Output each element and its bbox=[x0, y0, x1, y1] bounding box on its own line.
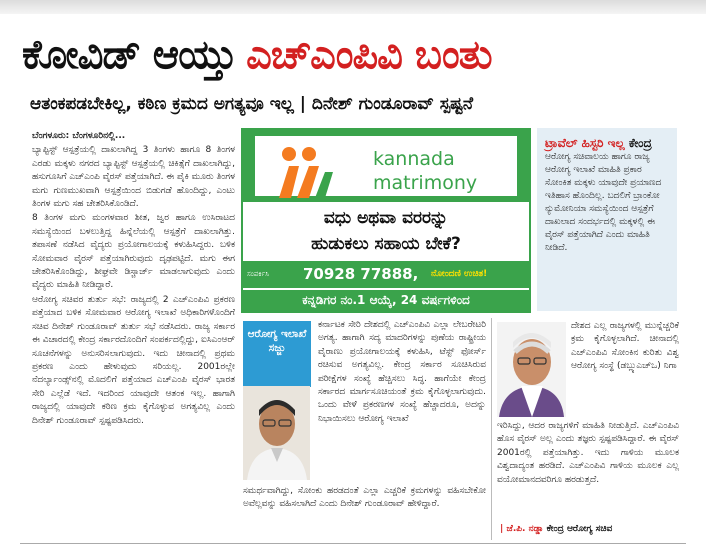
attribution-name: | ಜೆ.ಪಿ. ನಡ್ಡಾ bbox=[500, 524, 544, 534]
ad-contact-label: ಸಂಪರ್ಕಿಸಿ bbox=[247, 270, 269, 278]
top-border-strip bbox=[0, 0, 706, 14]
article-column-1 bbox=[32, 130, 235, 540]
headline-black-part: ಕೋವಿಡ್ ಆಯ್ತು bbox=[22, 32, 237, 78]
matrimony-advertisement[interactable] bbox=[241, 128, 531, 313]
travel-history-sidebar bbox=[537, 128, 677, 311]
article-column-2-tail: ಸಮರ್ಥವಾಗಿದ್ದು, ಸೋಂಕು ಹರಡದಂತೆ ಎಲ್ಲಾ ಎಚ್ಚರಿಕೆ ಕ್ರಮಗಳನ್ನು ವಹಿಸಬೇಕೋ ಅವೆಲ್ಲವನ್ನು ವಹಿಸಲಾಗಿದೆ ಎಂದು ದಿನೇಶ್ ಗುಂಡೂರಾವ್ ಹೇಳಿದ್ದಾರೆ. bbox=[243, 486, 486, 510]
ad-question-line-1: ವಧು ಅಥವಾ ವರರನ್ನು bbox=[323, 208, 449, 228]
ad-logo-band bbox=[243, 130, 529, 202]
quote-attribution bbox=[500, 524, 680, 540]
bottom-border bbox=[20, 543, 686, 544]
sidebar-body: ಆರೋಗ್ಯ ಸಚಿವಾಲಯ ಹಾಗೂ ರಾಜ್ಯ ಆರೋಗ್ಯ ಇಲಾಖೆ ಮಾಹಿತಿ ಪ್ರಕಾರ ಸೋಂಕಿತ ಮಕ್ಕಳು ಯಾವುದೇ ಪ್ರಯಾಣದ ಇತಿಹಾಸ ಹೊಂದಿಲ್ಲ. ಬದಲಿಗೆ ಬ್ರಾಂಕೋ ನ್ಯುಮೋನಿಯಾ ಸಮಸ್ಯೆಯಿಂದ ಆಸ್ಪತ್ರೆಗೆ ದಾಖಲಾದ ಸಂದರ್ಭದಲ್ಲಿ ಮಕ್ಕಳಲ್ಲಿ ಈ ವೈರಸ್ ಪತ್ತೆಯಾಗಿದೆ ಎಂದು ಮಾಹಿತಿ ನೀಡಿದೆ. bbox=[545, 152, 662, 253]
ad-contact-band bbox=[243, 261, 529, 288]
sidebar-title bbox=[545, 136, 669, 151]
sidebar-title-red: ಟ್ರಾವೆಲ್ ಹಿಸ್ಟರಿ ಇಲ್ಲ bbox=[545, 136, 625, 150]
headline bbox=[22, 32, 692, 88]
health-department-box: ಆರೋಗ್ಯ ಇಲಾಖೆ ಸಜ್ಜು bbox=[243, 321, 311, 387]
article-column-3-bottom: ಇರಿಸಿದ್ದು, ಆದರ ರಾಜ್ಯಗಳಿಗೆ ಮಾಹಿತಿ ನೀಡುತ್ತಿದೆ. ಎಚ್‌ಎಂಪಿವಿ ಹೊಸ ವೈರಸ್ ಅಲ್ಲ ಎಂದು ತಜ್ಞರು ಸ್ಪಷ್ಟಪಡಿಸಿದ್ದಾರೆ. ಈ ವೈರಸ್ 2001ರಲ್ಲಿ ಪತ್ತೆಯಾಗಿತ್ತು. ಇದು ಗಾಳಿಯ ಮೂಲಕ ವಿಶ್ವದಾದ್ಯಂತ ಹರಡಿದೆ. ಎಚ್‌ಎಂಪಿವಿ ಗಾಳಿಯ ಮೂಲಕ ಎಲ್ಲ ವಯೋಮಾನದವರಿಗೂ ಹರಡುತ್ತದೆ. bbox=[497, 421, 679, 485]
ad-brand-line-2: matrimony bbox=[373, 172, 478, 194]
article-paragraph-1: ಬ್ಯಾಪ್ಟಿಸ್ಟ್ ಆಸ್ಪತ್ರೆಯಲ್ಲಿ ದಾಖಲಾಗಿದ್ದ 3 ತಿಂಗಳು ಹಾಗೂ 8 ತಿಂಗಳ ಎರಡು ಮಕ್ಕಳು ನಗರದ ಬ್ಯಾಪ್ಟಿಸ್ಟ್ ಆಸ್ಪತ್ರೆಯಲ್ಲಿ ಚಿಕಿತ್ಸೆಗೆ ದಾಖಲಾಗಿದ್ದು, ಹಸುಗೂಸಿಗೆ ಎಚ್‌ಎಂಪಿ ವೈರಸ್ ಪತ್ತೆಯಾಗಿದೆ. ಈ ಪೈಕಿ ಮೂರು ತಿಂಗಳ ಮಗು ಗುಣಮುಖವಾಗಿ ಆಸ್ಪತ್ರೆಯಿಂದ ಬಿಡುಗಡೆ ಹೊಂದಿದ್ದು, ಎಂಟು ತಿಂಗಳ ಮಗು ಸಹ ಚೇತರಿಸಿಕೊಂಡಿದೆ. bbox=[32, 145, 235, 210]
column-divider bbox=[491, 318, 492, 540]
ad-question-line-2: ಹುಡುಕಲು ಸಹಾಯ ಬೇಕೆ? bbox=[311, 234, 461, 254]
ad-brand-line-1: kannada bbox=[373, 148, 455, 170]
article-lead: ಬೆಂಗಳೂರು: ಬೆಂಗಳೂರಿನಲ್ಲಿ... bbox=[32, 131, 126, 141]
nadda-photo bbox=[497, 322, 566, 417]
ad-logo-panel bbox=[255, 136, 517, 196]
article-column-3-top: ದೇಶದ ಎಲ್ಲ ರಾಜ್ಯಗಳಲ್ಲಿ ಮುನ್ನೆಚ್ಚರಿಕೆ ಕ್ರಮ ಕೈಗೊಳ್ಳಲಾಗಿದೆ. ಚೀನಾದಲ್ಲಿ ಎಚ್‌ಎಂಪಿವಿ ಸೋಂಕಿನ ಕುರಿತು ವಿಶ್ವ ಆರೋಗ್ಯ ಸಂಸ್ಥೆ (ಡಬ್ಲ್ಯುಎಚ್‌ಒ) ನಿಗಾ bbox=[571, 321, 679, 372]
ad-phone-number[interactable]: 70928 77888, bbox=[303, 265, 419, 283]
ad-free-registration[interactable]: ನೋಂದಣಿ ಉಚಿತ! bbox=[431, 269, 488, 279]
ad-footer-tagline: ಕನ್ನಡಿಗರ ನಂ.1 ಆಯ್ಕೆ, 24 ವರ್ಷಗಳಿಂದ bbox=[243, 290, 529, 311]
couple-logo-icon bbox=[275, 144, 341, 200]
article-paragraph-3: ಆರೋಗ್ಯ ಸಚಿವರ ತುರ್ತು ಸಭೆ: ರಾಜ್ಯದಲ್ಲಿ 2 ಎಚ್‌ಎಂಪಿವಿ ಪ್ರಕರಣ ಪತ್ತೆಯಾದ ಬಳಿಕ ಸೋಮವಾರ ಆರೋಗ್ಯ ಇಲಾಖೆ ಅಧಿಕಾರಿಗಳೊಂದಿಗೆ ಸಚಿವ ದಿನೇಶ್ ಗುಂಡೂರಾವ್ ತುರ್ತು ಸಭೆ ನಡೆಸಿದರು. ರಾಜ್ಯ ಸರ್ಕಾರ ಈ ವಿಚಾರದಲ್ಲಿ ಕೇಂದ್ರ ಸರ್ಕಾರದೊಂದಿಗೆ ಸಂಪರ್ಕದಲ್ಲಿದ್ದು, ಐಸಿಎಂಆರ್ ಸೂಚನೆಗಳನ್ನು ಅನುಸರಿಸಲಾಗುವುದು. ಇದು ಚೀನಾದಲ್ಲಿ ಪ್ರಥಮ ಪ್ರಕರಣ ಎಂದು ಹೇಳುವುದು ಸರಿಯಲ್ಲ. 2001ರಲ್ಲೇ ನೆದರ್ಲ್ಯಾಂಡ್ಸ್‌ನಲ್ಲಿ ಮೊದಲಿಗೆ ಪತ್ತೆಯಾದ ಎಚ್‌ಎಂಪಿ ವೈರಸ್ ಭಾರತ ಸೇರಿ ಎಲ್ಲೆಡೆ ಇದೆ. ಇದರಿಂದ ಯಾವುದೇ ಆತಂಕ ಇಲ್ಲ. ಹಾಗಾಗಿ ರಾಜ್ಯದಲ್ಲಿ ಯಾವುದೇ ಕಠಿಣ ಕ್ರಮ ಕೈಗೊಳ್ಳುವ ಅಗತ್ಯವಿಲ್ಲ ಎಂದು ದಿನೇಶ್ ಗುಂಡೂರಾವ್ ಸ್ಪಷ್ಟಪಡಿಸಿದರು. bbox=[32, 294, 235, 426]
minister-portrait-icon bbox=[243, 386, 310, 480]
nadda-portrait-icon bbox=[497, 322, 566, 417]
minister-photo bbox=[243, 386, 310, 480]
attribution-role: ಕೇಂದ್ರ ಆರೋಗ್ಯ ಸಚಿವ bbox=[546, 524, 613, 534]
article-paragraph-2: 8 ತಿಂಗಳ ಮಗು ಮಂಗಳವಾರ ಶೀತ, ಜ್ವರ ಹಾಗೂ ಉಸಿರಾಟದ ಸಮಸ್ಯೆಯಿಂದ ಬಳಲುತ್ತಿದ್ದ ಹಿನ್ನೆಲೆಯಲ್ಲಿ ಆಸ್ಪತ್ರೆಗೆ ದಾಖಲಾಗಿತ್ತು. ತಪಾಸಣೆ ನಡೆಸಿದ ವೈದ್ಯರು ಪ್ರಯೋಗಾಲಯಕ್ಕೆ ಕಳುಹಿಸಿದ್ದರು. ಬಳಿಕ ಸೋಮವಾರ ವೈರಸ್ ಪತ್ತೆಯಾಗಿರುವುದು ದೃಢಪಟ್ಟಿದೆ. ಮಗು ಈಗ ಚೇತರಿಸಿಕೊಂಡಿದ್ದು, ಶೀಘ್ರವೇ ಡಿಸ್ಚಾರ್ಜ್ ಮಾಡಲಾಗುವುದು ಎಂದು ವೈದ್ಯರು ಮಾಹಿತಿ ನೀಡಿದ್ದಾರೆ. bbox=[32, 213, 235, 291]
sidebar-title-rest: ಕೇಂದ್ರ bbox=[628, 136, 652, 150]
subheadline: ಆತಂಕಪಡಬೇಕಿಲ್ಲ, ಕಠಿಣ ಕ್ರಮದ ಅಗತ್ಯವೂ ಇಲ್ಲ | ದಿನೇಶ್ ಗುಂಡೂರಾವ್ ಸ್ಪಷ್ಟನೆ bbox=[30, 94, 474, 114]
article-column-2: ಕರ್ನಾಟಕ ಸೇರಿ ದೇಶದಲ್ಲಿ ಎಚ್‌ಎಂಪಿವಿ ಎಲ್ಲಾ ಲೇಬರೇಟರಿ ಅಗತ್ಯ. ಹಾಗಾಗಿ ಸದ್ಯ ಮಾದರಿಗಳನ್ನು ಪುಣೆಯ ರಾಷ್ಟ್ರೀಯ ವೈರಾಣು ಪ್ರಯೋಗಾಲಯಕ್ಕೆ ಕಳುಹಿಸಿ, ಟೆಸ್ಟ್ ಫೋರ್ಸ್ ರಚಿಸುವ ಅಗತ್ಯವಿಲ್ಲ. ಕೇಂದ್ರ ಸರ್ಕಾರ ಸೂಚಿಸಿರುವ ಪರೀಕ್ಷೆಗಳ ಸಂಖ್ಯೆ ಹೆಚ್ಚಿಸಲು ಸಿದ್ಧ. ಹಾಗೆಯೇ ಕೇಂದ್ರ ಸರ್ಕಾರದ ಮಾರ್ಗಸೂಚಿಯಂತೆ ಕ್ರಮ ಕೈಗೊಳ್ಳಲಾಗುವುದು. ಒಂದು ವೇಳೆ ಪ್ರಕರಣಗಳ ಸಂಖ್ಯೆ ಹೆಚ್ಚಾದರೂ, ಅದನ್ನು ನಿಭಾಯಿಸಲು ಆರೋಗ್ಯ ಇಲಾಖೆ bbox=[318, 320, 486, 424]
headline-red-part: ಎಚ್‌ಎಂಪಿವಿ ಬಂತು bbox=[246, 32, 492, 78]
